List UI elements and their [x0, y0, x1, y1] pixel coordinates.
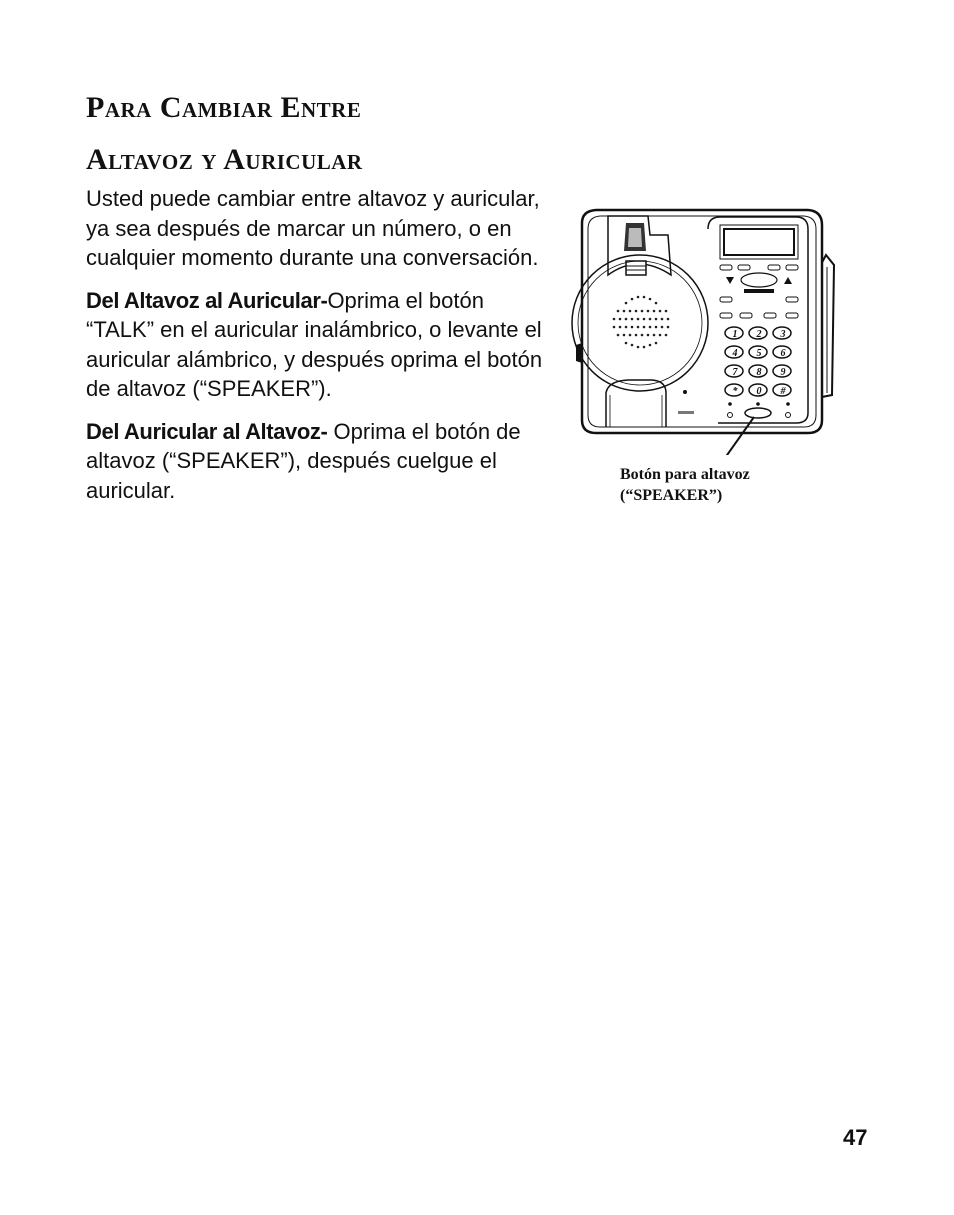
key-9: 9 — [780, 367, 786, 378]
title-line-2: Altavoz y Auricular — [86, 143, 363, 176]
handset-to-speaker-lead: Del Auricular al Altavoz- — [86, 418, 328, 444]
page-title — [86, 82, 363, 186]
handset-to-speaker-paragraph — [86, 417, 556, 506]
key-hash: # — [780, 386, 786, 397]
key-1: 1 — [732, 329, 738, 340]
intro-paragraph: Usted puede cambiar entre altavoz y auricular, ya sea después de marcar un número, o en cualquier momento durante una conversación. — [86, 186, 540, 270]
caption-line-1: Botón para altavoz — [620, 466, 750, 483]
key-7: 7 — [732, 367, 738, 378]
speaker-button — [745, 408, 771, 418]
key-2: 2 — [756, 329, 762, 340]
speaker-to-handset-lead: Del Altavoz al Auricular- — [86, 287, 328, 313]
key-0: 0 — [756, 386, 762, 397]
figure-caption — [620, 464, 750, 506]
key-6: 6 — [780, 348, 786, 359]
body-text — [86, 184, 556, 518]
speaker-to-handset-paragraph — [86, 286, 556, 404]
page-number: 47 — [843, 1125, 868, 1150]
speaker-to-handset-text: Oprima el botón “TALK” en el auricular inalámbrico, o levante el auricular alámbrico, y después oprima el botón de altavoz (“SPEAKER”). — [86, 287, 543, 401]
key-4: 4 — [732, 348, 738, 359]
key-8: 8 — [756, 367, 762, 378]
phone-base-illustration — [568, 195, 848, 455]
handset-to-speaker-text: Oprima el botón de altavoz (“SPEAKER”), después cuelgue el auricular. — [86, 418, 521, 503]
key-3: 3 — [780, 329, 786, 340]
caption-line-2: (“SPEAKER”) — [620, 487, 723, 504]
title-line-1: Para Cambiar Entre — [86, 91, 362, 124]
key-5: 5 — [756, 348, 762, 359]
key-star: * — [732, 386, 738, 397]
